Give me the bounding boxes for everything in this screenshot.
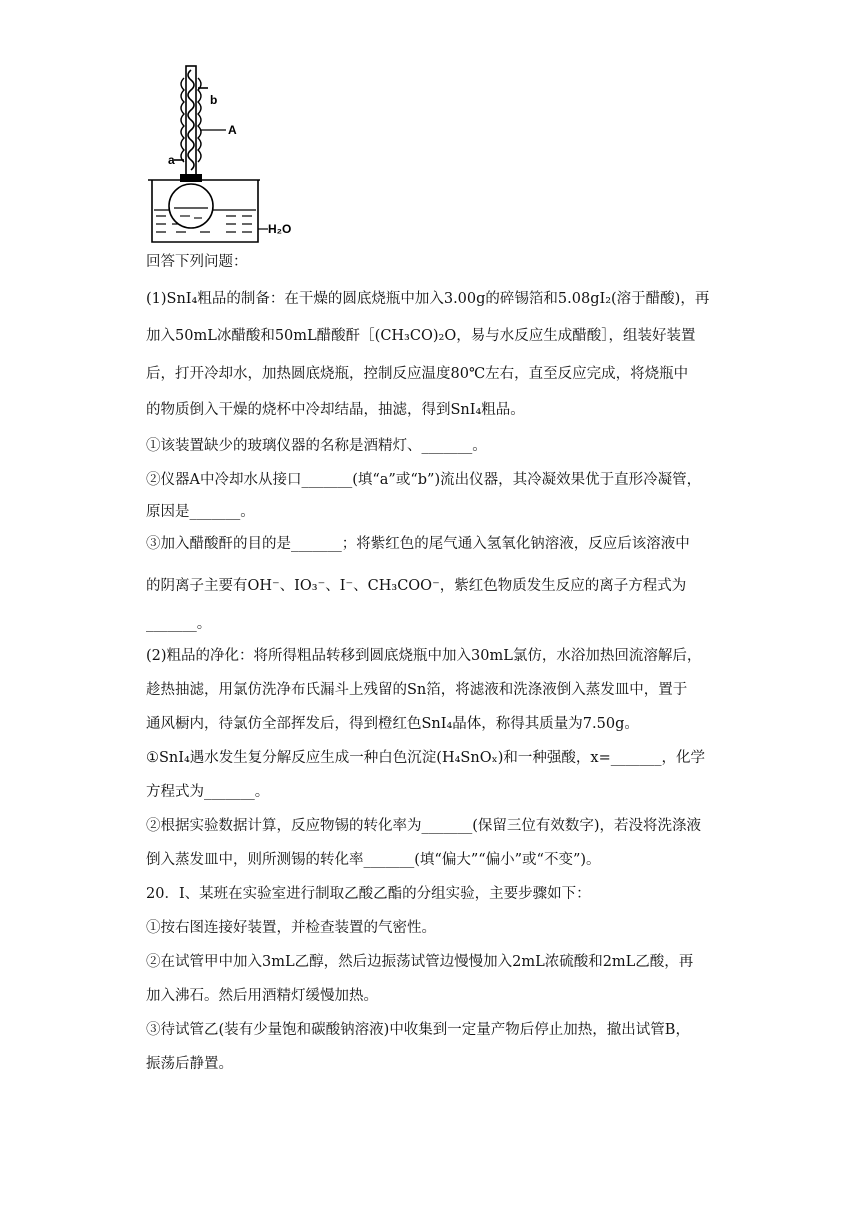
label-A: A	[228, 123, 237, 137]
q20-title: 20．I、某班在实验室进行制取乙酸乙酯的分组实验，主要步骤如下：	[146, 886, 591, 902]
p1-question-1: ①该装置缺少的玻璃仪器的名称是酒精灯、_______。	[146, 438, 487, 454]
label-b: b	[210, 93, 218, 107]
p1-line-4: 的物质倒入干燥的烧杯中冷却结晶，抽滤，得到SnI₄粗品。	[146, 402, 525, 418]
p2-question-2b: 倒入蒸发皿中，则所测锡的转化率_______(填“偏大”“偏小”或“不变”)。	[146, 852, 601, 868]
p2-question-1b: 方程式为_______。	[146, 784, 270, 800]
p1-line-1: (1)SnI₄粗品的制备：在干燥的圆底烧瓶中加入3.00g的碎锡箔和5.08gI₂(溶于醋酸)，再	[146, 291, 710, 307]
p2-question-1a: ①SnI₄遇水发生复分解反应生成一种白色沉淀(H₄SnOₓ)和一种强酸，x=_______，化学	[146, 750, 705, 766]
q20-step-3a: ③待试管乙(装有少量饱和碳酸钠溶液)中收集到一定量产物后停止加热，撤出试管B，	[146, 1022, 690, 1038]
p1-line-3: 后，打开冷却水，加热圆底烧瓶，控制反应温度80℃左右，直至反应完成，将烧瓶中	[146, 366, 689, 382]
p1-question-3a: ③加入醋酸酐的目的是_______；将紫红色的尾气通入氢氧化钠溶液，反应后该溶液中	[146, 536, 690, 552]
q20-step-2a: ②在试管甲中加入3mL乙醇，然后边振荡试管边慢慢加入2mL浓硫酸和2mL乙酸，再	[146, 954, 694, 970]
label-h2o: H₂O	[268, 222, 292, 236]
q20-step-3b: 振荡后静置。	[146, 1056, 233, 1072]
q20-step-2b: 加入沸石。然后用酒精灯缓慢加热。	[146, 988, 378, 1004]
intro-text: 回答下列问题：	[146, 254, 248, 270]
p2-line-3: 通风橱内，待氯仿全部挥发后，得到橙红色SnI₄晶体，称得其质量为7.50g。	[146, 716, 639, 732]
p1-question-2a: ②仪器A中冷却水从接口_______(填“a”或“b”)流出仪器，其冷凝效果优于直形冷凝管，	[146, 472, 702, 488]
p2-question-2a: ②根据实验数据计算，反应物锡的转化率为_______(保留三位有效数字)，若没将洗涤液	[146, 818, 702, 834]
p2-line-1: (2)粗品的净化：将所得粗品转移到圆底烧瓶中加入30mL氯仿，水浴加热回流溶解后，	[146, 648, 702, 664]
apparatus-diagram	[140, 58, 292, 248]
label-a: a	[168, 153, 175, 167]
p2-line-2: 趁热抽滤，用氯仿洗净布氏漏斗上残留的Sn箔，将滤液和洗涤液倒入蒸发皿中，置于	[146, 682, 688, 698]
p1-question-3c: _______。	[146, 616, 212, 632]
p1-question-3b: 的阴离子主要有OH⁻、IO₃⁻、I⁻、CH₃COO⁻，紫红色物质发生反应的离子方程式为	[146, 578, 687, 594]
p1-line-2: 加入50mL冰醋酸和50mL醋酸酐［(CH₃CO)₂O，易与水反应生成醋酸］，组装好装置	[146, 328, 696, 344]
p1-question-2b: 原因是_______。	[146, 504, 255, 520]
q20-step-1: ①按右图连接好装置，并检查装置的气密性。	[146, 920, 436, 936]
